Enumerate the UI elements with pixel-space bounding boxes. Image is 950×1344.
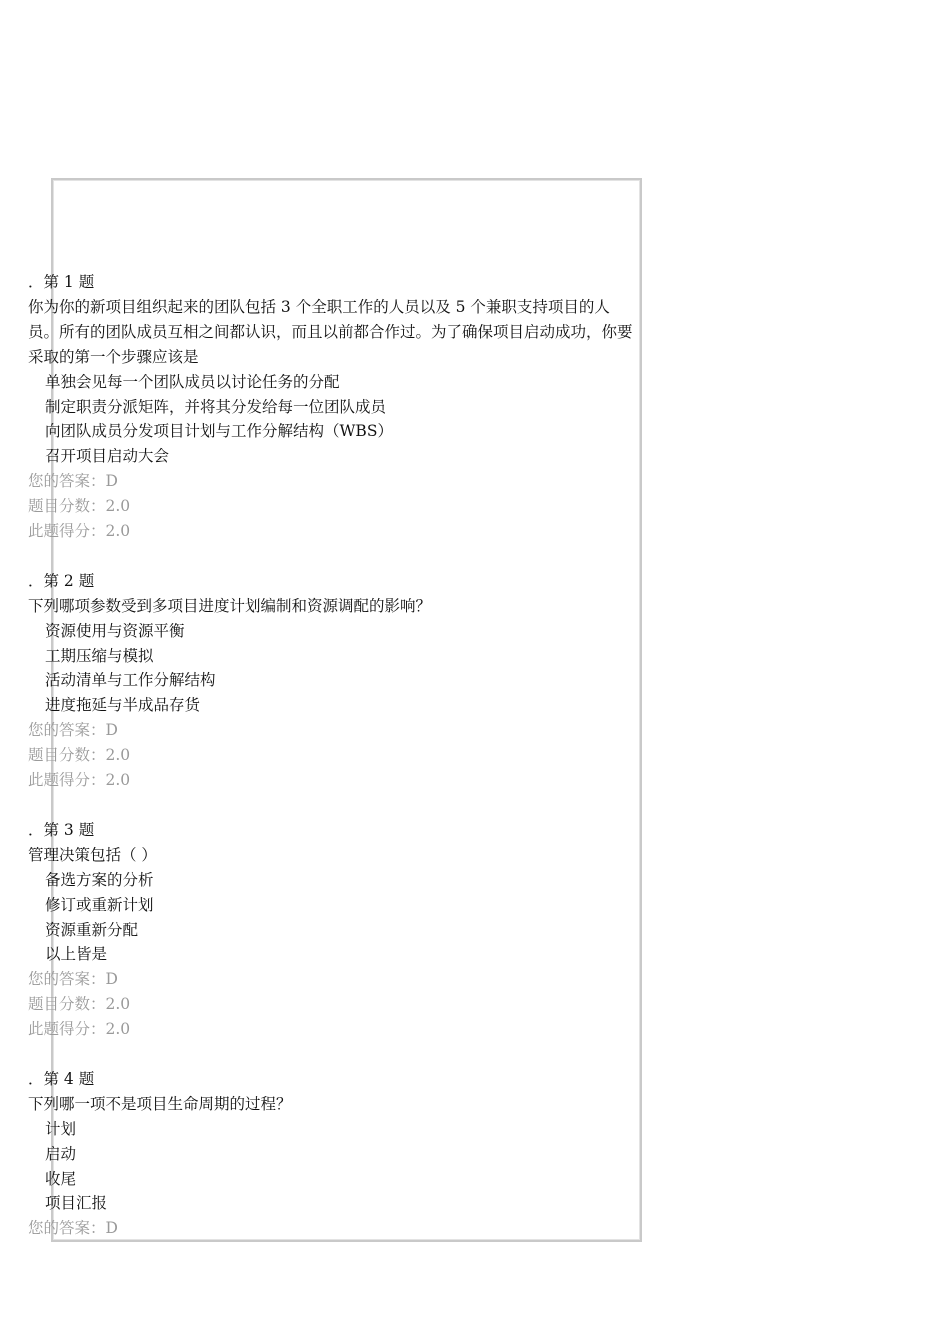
- question-text: [28, 594, 688, 619]
- option-d: 进度拖延与半成品存货: [45, 696, 201, 715]
- option-b: 启动: [45, 1144, 77, 1163]
- spacer: [28, 544, 688, 569]
- option-c: 资源重新分配: [45, 920, 139, 939]
- question-score: 题目分数：2.0: [28, 497, 131, 516]
- question-text-line: 员。所有的团队成员互相之间都认识，而且以前都合作过。为了确保项目启动成功，你要: [28, 322, 633, 341]
- question-text-line: 下列哪一项不是项目生命周期的过程？: [28, 1094, 292, 1113]
- option-c: 收尾: [45, 1169, 77, 1188]
- your-answer: 您的答案：D: [28, 721, 118, 740]
- question-1: [28, 270, 688, 544]
- question-2: [28, 569, 688, 793]
- option-d: 项目汇报: [45, 1194, 108, 1213]
- your-answer: 您的答案：D: [28, 472, 118, 491]
- question-text: [28, 1092, 688, 1117]
- option-c: 向团队成员分发项目计划与工作分解结构（WBS）: [45, 422, 393, 441]
- your-answer: 您的答案：D: [28, 1219, 118, 1238]
- question-header: ．第 4 题: [28, 1069, 95, 1088]
- your-answer: 您的答案：D: [28, 970, 118, 989]
- option-d: 召开项目启动大会: [45, 447, 170, 466]
- question-text-line: 管理决策包括（ ）: [28, 845, 157, 864]
- earned-score: 此题得分：2.0: [28, 1020, 131, 1039]
- exam-content: [28, 270, 688, 1241]
- question-text-line: 采取的第一个步骤应该是: [28, 347, 199, 366]
- option-b: 工期压缩与模拟: [45, 646, 154, 665]
- question-text: [28, 295, 688, 370]
- option-a: 资源使用与资源平衡: [45, 621, 185, 640]
- option-b: 修订或重新计划: [45, 895, 154, 914]
- earned-score: 此题得分：2.0: [28, 771, 131, 790]
- question-text: [28, 843, 688, 868]
- option-b: 制定职责分派矩阵，并将其分发给每一位团队成员: [45, 397, 387, 416]
- question-text-line: 你为你的新项目组织起来的团队包括 3 个全职工作的人员以及 5 个兼职支持项目的人: [28, 297, 610, 316]
- question-header: ．第 1 题: [28, 273, 95, 291]
- question-4: [28, 1067, 688, 1241]
- question-3: [28, 818, 688, 1042]
- option-a: 计划: [45, 1119, 77, 1138]
- question-score: 题目分数：2.0: [28, 995, 131, 1014]
- question-score: 题目分数：2.0: [28, 746, 131, 765]
- option-a: 备选方案的分析: [45, 870, 154, 889]
- spacer: [28, 793, 688, 818]
- question-text-line: 下列哪项参数受到多项目进度计划编制和资源调配的影响？: [28, 596, 432, 615]
- question-header: ．第 2 题: [28, 571, 95, 590]
- question-header: ．第 3 题: [28, 820, 95, 839]
- earned-score: 此题得分：2.0: [28, 522, 131, 541]
- option-d: 以上皆是: [45, 945, 108, 964]
- option-c: 活动清单与工作分解结构: [45, 671, 216, 690]
- spacer: [28, 1042, 688, 1067]
- option-a: 单独会见每一个团队成员以讨论任务的分配: [45, 372, 340, 391]
